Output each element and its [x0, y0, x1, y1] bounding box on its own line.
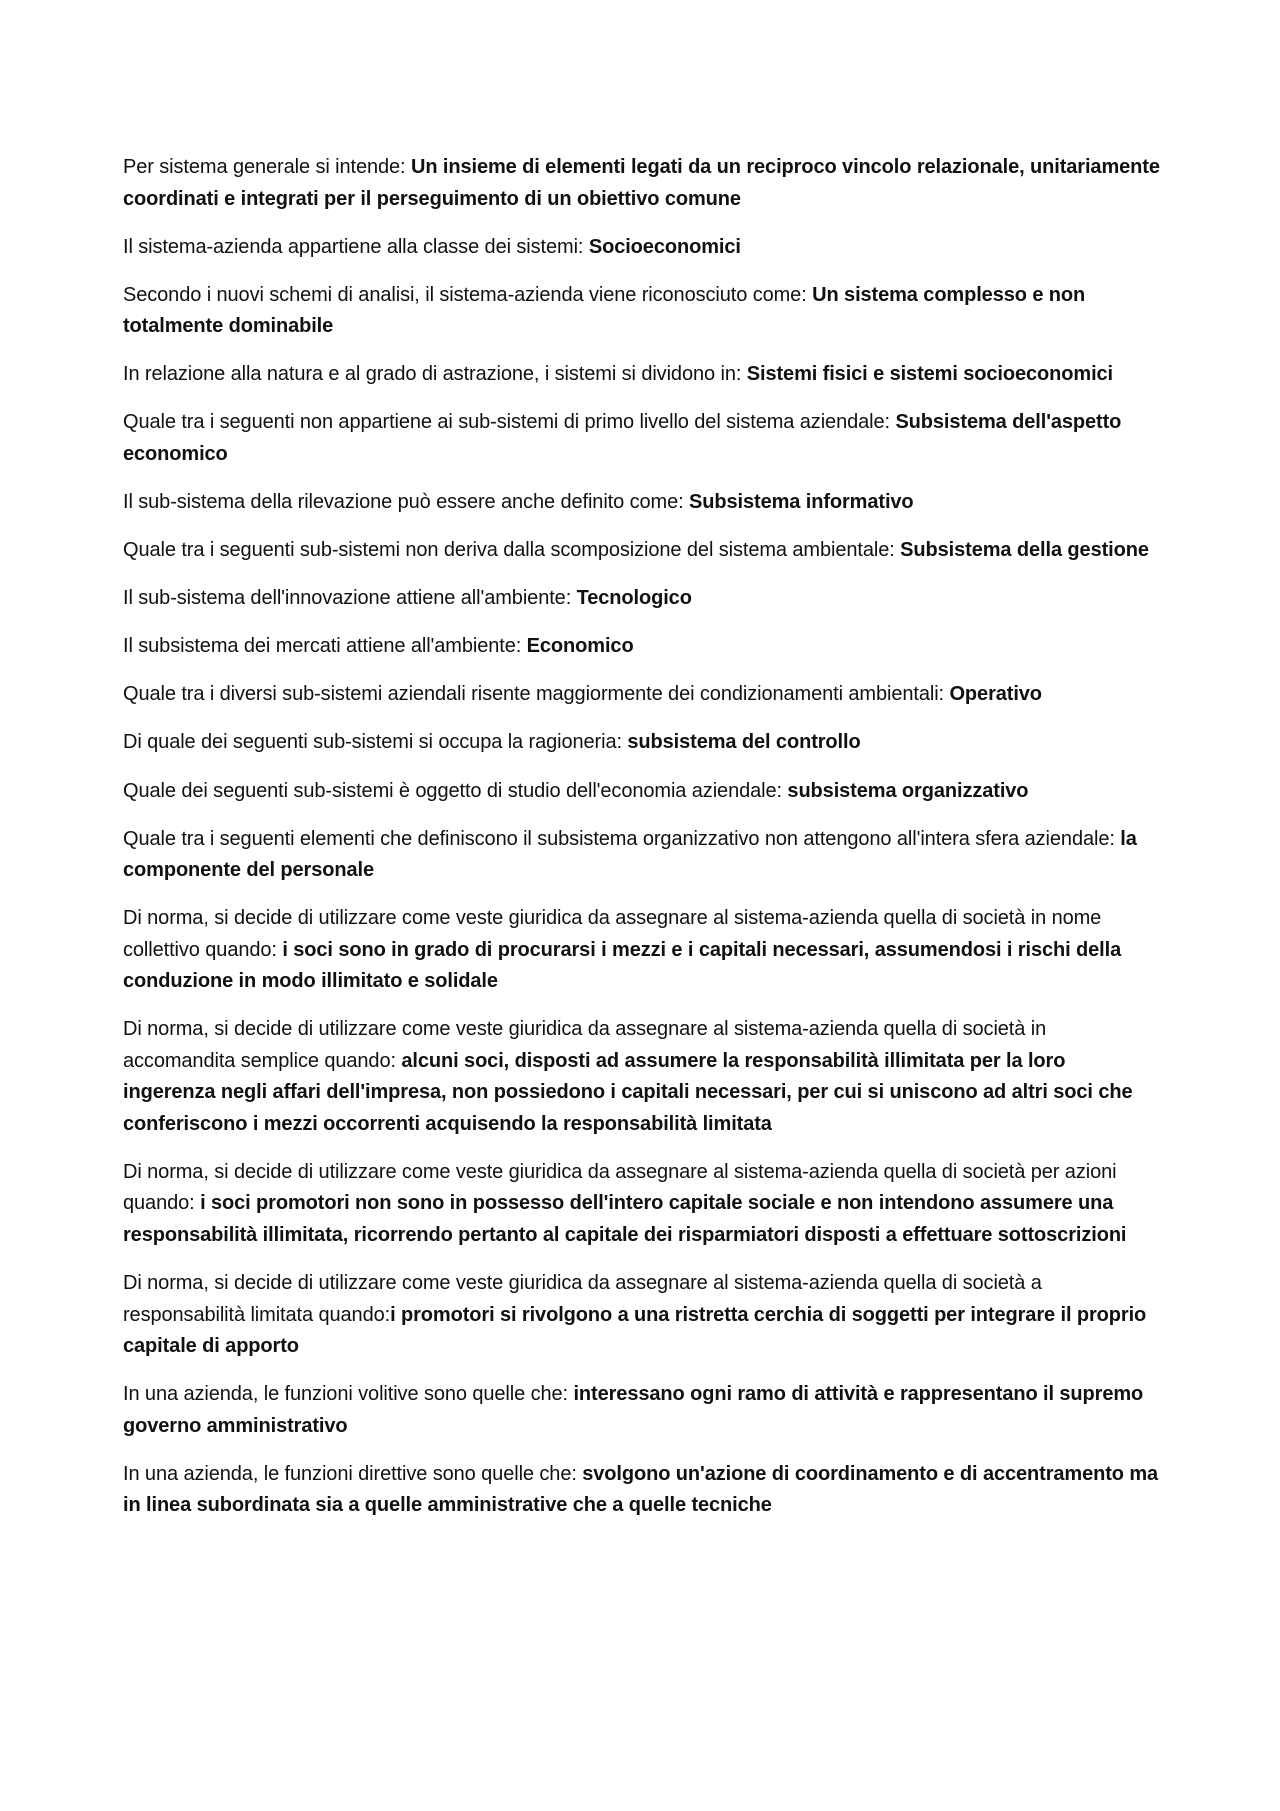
qa-item-10	[123, 679, 1163, 711]
qa-item-19	[123, 1459, 1163, 1522]
qa-item-2	[123, 232, 1163, 264]
answer-text: subsistema del controllo	[627, 731, 861, 754]
answer-text: Subsistema informativo	[689, 490, 914, 513]
answer-text: Subsistema della gestione	[900, 539, 1149, 562]
qa-item-13	[123, 824, 1163, 887]
answer-text: subsistema organizzativo	[787, 779, 1029, 802]
question-text: Di norma, si decide di utilizzare come veste giuridica da assegnare al sistema-azienda quella di società in nome collettivo quando:	[123, 907, 1102, 961]
answer-text: interessano ogni ramo di attività e rappresentano il supremo governo amministrativo	[123, 1383, 1144, 1437]
qa-item-9	[123, 631, 1163, 663]
question-text: Per sistema generale si intende:	[123, 156, 411, 178]
qa-item-11	[123, 727, 1163, 759]
qa-item-1	[123, 152, 1163, 215]
qa-item-14	[123, 903, 1163, 998]
question-text: Di norma, si decide di utilizzare come veste giuridica da assegnare al sistema-azienda quella di società a responsabilità limitata quando:	[123, 1272, 1042, 1326]
question-text: Quale tra i seguenti elementi che definiscono il subsistema organizzativo non attengono all'intera sfera aziendale:	[123, 827, 1121, 850]
answer-text: Sistemi fisici e sistemi socioeconomici	[746, 363, 1114, 386]
document-page	[123, 152, 1163, 1538]
question-text: Il sub-sistema dell'innovazione attiene all'ambiente:	[123, 587, 577, 610]
qa-item-17	[123, 1268, 1163, 1363]
question-text: Il sistema-azienda appartiene alla classe dei sistemi:	[123, 235, 589, 258]
question-text: Il subsistema dei mercati attiene all'ambiente:	[123, 635, 527, 658]
question-text: Quale tra i diversi sub-sistemi aziendali risente maggiormente dei condizionamenti ambientali:	[123, 683, 950, 706]
qa-item-6	[123, 487, 1163, 519]
answer-text: la componente del personale	[123, 827, 1137, 882]
qa-item-16	[123, 1157, 1163, 1252]
answer-text: Un insieme di elementi legati da un reciproco vincolo relazionale, unitariamente coordinati e integrati per il perseguimento di un obiettivo comune	[123, 156, 1160, 210]
question-text: Quale tra i seguenti non appartiene ai sub-sistemi di primo livello del sistema aziendale:	[123, 411, 896, 434]
answer-text: Un sistema complesso e non totalmente dominabile	[123, 283, 1086, 338]
answer-text: Operativo	[949, 683, 1042, 706]
answer-text: i soci promotori non sono in possesso dell'intero capitale sociale e non intendono assumere una responsabilità illimitata, ricorrendo pertanto al capitale dei risparmiatori disposti a effettuare sottoscrizioni	[123, 1192, 1127, 1246]
question-text: In una azienda, le funzioni volitive sono quelle che:	[123, 1383, 574, 1406]
answer-text: svolgono un'azione di coordinamento e di accentramento ma in linea subordinata sia a quelle amministrative che a quelle tecniche	[123, 1462, 1159, 1517]
answer-text: Economico	[526, 635, 634, 658]
question-text: Di norma, si decide di utilizzare come veste giuridica da assegnare al sistema-azienda quella di società per azioni quando:	[123, 1160, 1117, 1215]
question-text: In relazione alla natura e al grado di astrazione, i sistemi si dividono in:	[123, 363, 747, 386]
qa-item-7	[123, 535, 1163, 567]
qa-item-5	[123, 407, 1163, 470]
qa-item-3	[123, 280, 1163, 343]
question-text: Il sub-sistema della rilevazione può essere anche definito come:	[123, 490, 690, 513]
answer-text: alcuni soci, disposti ad assumere la responsabilità illimitata per la loro ingerenza negli affari dell'impresa, non possiedono i capitali necessari, per cui si uniscono ad altri soci che conferiscono i mezzi occorrenti acquisendo la responsabilità limitata	[123, 1049, 1133, 1135]
question-text: Quale tra i seguenti sub-sistemi non deriva dalla scomposizione del sistema ambientale:	[123, 539, 901, 562]
answer-text: i soci sono in grado di procurarsi i mezzi e i capitali necessari, assumendosi i rischi della conduzione in modo illimitato e solidale	[123, 938, 1122, 993]
question-text: Secondo i nuovi schemi di analisi, il sistema-azienda viene riconosciuto come:	[123, 283, 813, 306]
qa-item-12	[123, 776, 1163, 808]
qa-item-18	[123, 1379, 1163, 1442]
answer-text: Socioeconomici	[588, 235, 741, 258]
qa-item-8	[123, 583, 1163, 615]
question-text: Di norma, si decide di utilizzare come veste giuridica da assegnare al sistema-azienda quella di società in accomandita semplice quando:	[123, 1018, 1047, 1072]
question-text: In una azienda, le funzioni direttive sono quelle che:	[123, 1462, 583, 1485]
qa-item-15	[123, 1014, 1163, 1140]
qa-item-4	[123, 359, 1163, 391]
question-text: Di quale dei seguenti sub-sistemi si occupa la ragioneria:	[123, 731, 628, 754]
question-text: Quale dei seguenti sub-sistemi è oggetto di studio dell'economia aziendale:	[123, 779, 788, 802]
answer-text: Subsistema dell'aspetto economico	[123, 411, 1122, 465]
answer-text: Tecnologico	[576, 587, 692, 610]
answer-text: i promotori si rivolgono a una ristretta cerchia di soggetti per integrare il proprio capitale di apporto	[123, 1303, 1147, 1357]
